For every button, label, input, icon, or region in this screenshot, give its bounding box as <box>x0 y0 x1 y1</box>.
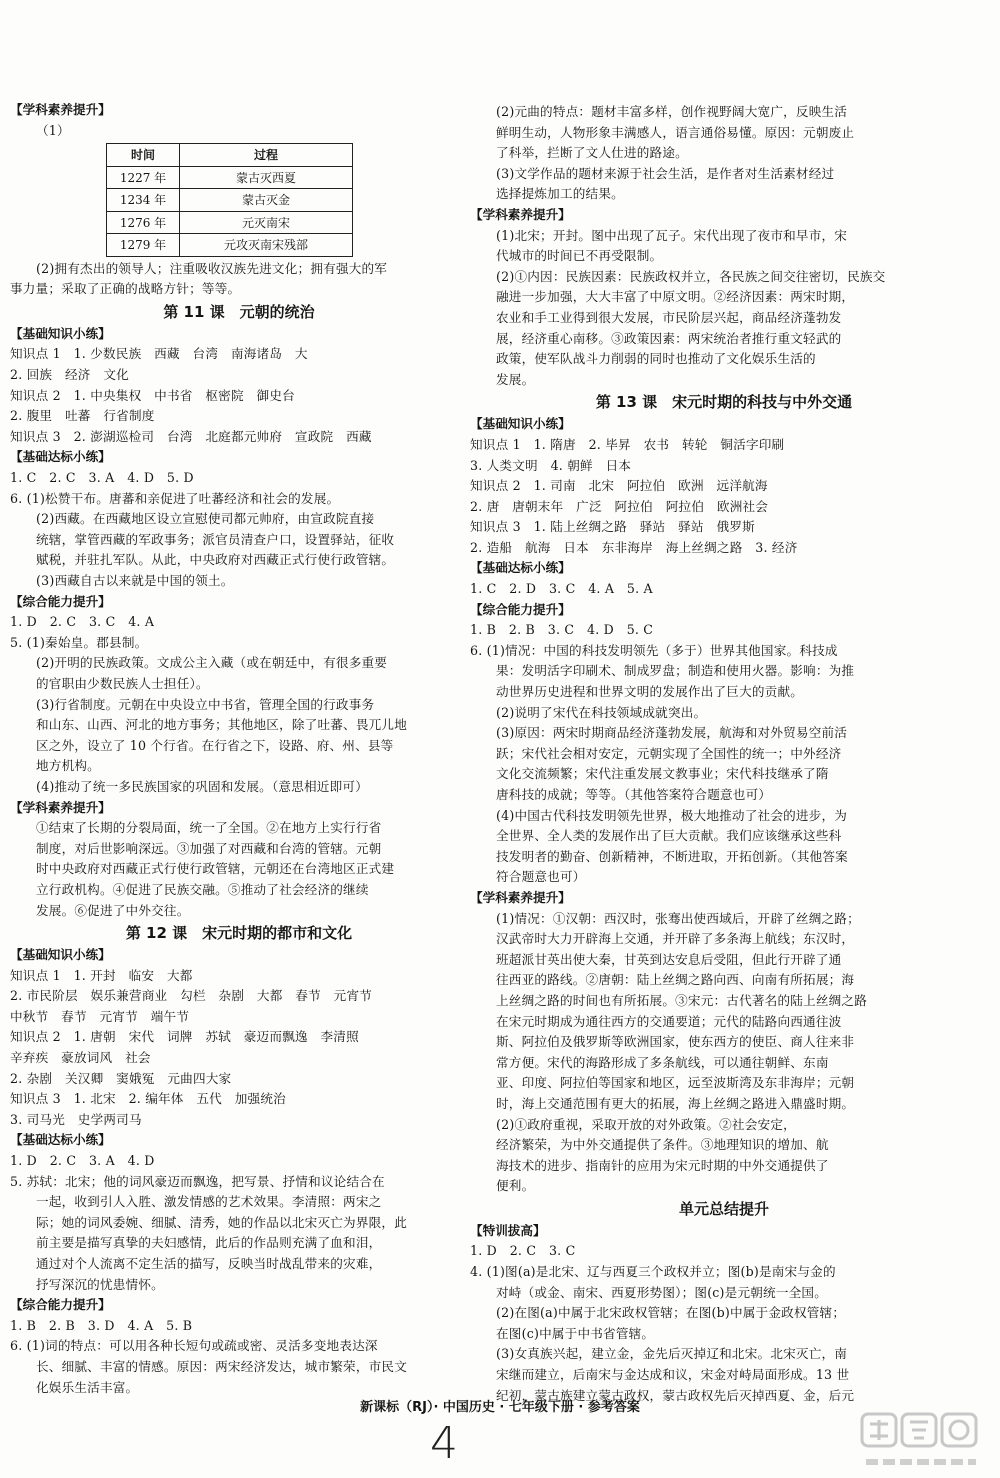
table-cell: 元攻灭南宋残部 <box>180 234 353 257</box>
table-row <box>107 211 353 234</box>
section-heading: 【基础知识小练】 <box>10 325 111 341</box>
answer-line: 1. D 2. C 3. C <box>470 1243 576 1259</box>
section-heading: 【综合能力提升】 <box>10 593 111 609</box>
answer-line: (3)文学作品的题材来源于社会生活，是作者对生活素材经过 <box>496 165 835 181</box>
answer-line: 2. 唐 唐朝末年 广泛 阿拉伯 阿拉伯 欧洲社会 <box>470 498 769 514</box>
answer-line: 化娱乐生活丰富。 <box>36 1379 139 1395</box>
table-cell: 1279 年 <box>107 234 180 257</box>
answer-line: 辛弃疾 豪放词风 社会 <box>10 1050 151 1066</box>
section-heading: 【基础知识小练】 <box>10 947 111 963</box>
answer-line: 时中央政府对西藏正式行使行政管辖，元朝还在台湾地区正式建 <box>36 861 395 877</box>
answer-line: 技发明者的勤奋、创新精神，不断进取，开拓创新。（其他答案 <box>496 848 848 864</box>
section-heading: 【基础达标小练】 <box>10 1132 111 1148</box>
answer-line: 跃；宋代社会相对安定，元朝实现了全国性的统一；中外经济 <box>496 745 842 761</box>
answer-line: 1. B 2. B 3. D 4. A 5. B <box>10 1317 193 1333</box>
answer-line: 4. (1)图(a)是北宋、辽与西夏三个政权并立；图(b)是南宋与金的 <box>470 1264 836 1280</box>
answer-line: 统辖，掌管西藏的军政事务；派官员清查户口，设置驿站，征收 <box>36 531 395 547</box>
table-cell: 1227 年 <box>107 166 180 189</box>
left-column <box>10 100 468 1398</box>
answer-line: 一起，收到引人入胜、激发情感的艺术效果。李清照：两宋之 <box>36 1194 382 1210</box>
table-row <box>107 234 353 257</box>
answer-line: (2)说明了宋代在科技领域成就突出。 <box>496 704 707 720</box>
answer-line: 代城市的时间已不再受限制。 <box>496 248 663 264</box>
right-column <box>470 102 978 1406</box>
answer-line: 制度，对后世影响深远。③加强了对西藏和台湾的管辖。元朝 <box>36 840 382 856</box>
answer-line: (2)①内因：民族因素：民族政权并立，各民族之间交往密切，民族交 <box>496 268 886 284</box>
answer-line: 际；她的词风委婉、细腻、清秀，她的作品以北宋灭亡为界限，此 <box>36 1214 408 1230</box>
answer-line: 3. 人类文明 4. 朝鲜 日本 <box>470 457 632 473</box>
answer-line: (3)女真族兴起，建立金，金先后灭掉辽和北宋。北宋灭亡，南 <box>496 1346 848 1362</box>
answer-line: 区之外，设立了 10 个行省。在行省之下，设路、府、州、县等 <box>36 737 394 753</box>
answer-line: 在宋元时期成为通往西方的交通要道；元代的陆路向西通往波 <box>496 1013 842 1029</box>
answer-line: (3)原因：两宋时期商品经济蓬勃发展，航海和对外贸易空前活 <box>496 725 848 741</box>
answer-line: 发展。⑥促进了中外交往。 <box>36 902 190 918</box>
table-header-row <box>107 144 353 167</box>
answer-line: 果：发明活字印刷术、制成罗盘；制造和使用火器。影响：为推 <box>496 663 855 679</box>
answer-line: 海技术的进步、指南针的应用为宋元时期的中外交通提供了 <box>496 1157 829 1173</box>
answer-line: 展，经济重心南移。③政策因素：两宋统治者推行重文轻武的 <box>496 330 842 346</box>
section-heading: 【综合能力提升】 <box>470 601 571 617</box>
section-heading: 【学科素养提升】 <box>470 206 571 222</box>
lesson-title: 第 11 课 元朝的统治 <box>163 302 315 321</box>
answer-line: 农业和手工业得到很大发展，市民阶层兴起，商品经济蓬勃发 <box>496 309 842 325</box>
answer-line: 1. D 2. C 3. C 4. A <box>10 614 155 630</box>
answer-line: 中秋节 春节 元宵节 端午节 <box>10 1008 190 1024</box>
answer-line: （1） <box>36 122 70 138</box>
section-heading: 【学科素养提升】 <box>10 102 111 117</box>
answer-line: 唐科技的成就；等等。（其他答案符合题意也可） <box>496 787 772 802</box>
answer-line: 2. 杂剧 关汉卿 窦娥冤 元曲四大家 <box>10 1070 232 1086</box>
answer-line: 5. 苏轼：北宋；他的词风豪迈而飘逸，把写景、抒情和议论结合在 <box>10 1173 385 1189</box>
answer-line: 知识点 2 1. 唐朝 宋代 词牌 苏轼 豪迈而飘逸 李清照 <box>10 1029 359 1045</box>
lesson-title: 第 12 课 宋元时期的都市和文化 <box>125 924 353 943</box>
section-heading: 【学科素养提升】 <box>10 799 111 815</box>
answer-line: 3. 司马光 史学两司马 <box>10 1111 142 1127</box>
answer-line: 知识点 2 1. 司南 北宋 阿拉伯 欧洲 远洋航海 <box>470 478 768 494</box>
answer-line: 抒写深沉的忧患情怀。 <box>36 1276 164 1292</box>
answer-line: 政策，使军队战斗力削弱的同时也推动了文化娱乐生活的 <box>496 351 816 367</box>
answer-line: 6. (1)松赞干布。唐蕃和亲促进了吐蕃经济和社会的发展。 <box>10 490 340 506</box>
answer-line: 文化交流频繁；宋代注重发展文教事业；宋代科技继承了隋 <box>496 766 829 782</box>
answer-line: 上丝绸之路的时间也有所拓展。③宋元：古代著名的陆上丝绸之路 <box>496 992 868 1008</box>
answer-line: 通过对个人流离不定生活的描写，反映当时战乱带来的灾难， <box>36 1256 382 1271</box>
answer-line: (2)①政府重视，采取开放的对外政策。②社会安定， <box>496 1116 796 1132</box>
answer-line: (2)拥有杰出的领导人；注重吸收汉族先进文化；拥有强大的军 <box>36 260 388 276</box>
answer-line: (3)西藏自古以来就是中国的领土。 <box>36 573 234 588</box>
answer-line: 2. 造船 航海 日本 东非海岸 海上丝绸之路 3. 经济 <box>470 539 798 555</box>
answer-line: 2. 回族 经济 文化 <box>10 367 129 383</box>
answer-line: ①结束了长期的分裂局面，统一了全国。②在地方上实行行省 <box>36 820 382 836</box>
answer-line: (3)行省制度。元朝在中央设立中书省，管理全国的行政事务 <box>36 696 375 712</box>
answer-line: 全世界、全人类的发展作出了巨大贡献。我们应该继承这些科 <box>496 828 842 844</box>
answer-line: 知识点 1 1. 隋唐 2. 毕昇 农书 转轮 铜活字印刷 <box>470 436 785 452</box>
answer-line: 纪初，蒙古族建立蒙古政权，蒙古政权先后灭掉西夏、金，后元 <box>496 1387 855 1403</box>
answer-line: 在图(c)中属于中书省管辖。 <box>496 1325 655 1341</box>
answer-line: 1. B 2. B 3. C 4. D 5. C <box>470 622 654 638</box>
answer-line: 亚、印度、阿拉伯等国家和地区，远至波斯湾及东非海岸；元朝 <box>496 1075 855 1091</box>
answer-line: 2. 腹里 吐蕃 行省制度 <box>10 408 155 424</box>
answer-line: 宋继而建立，后南宋与金达成和议，宋金对峙局面形成。13 世 <box>496 1367 850 1383</box>
answer-line: (2)在图(a)中属于北宋政权管辖；在图(b)中属于金政权管辖； <box>496 1305 846 1321</box>
answer-line: 知识点 1 1. 少数民族 西藏 台湾 南海诸岛 大 <box>10 346 308 362</box>
table-cell: 元灭南宋 <box>180 211 353 234</box>
table-cell: 1276 年 <box>107 211 180 234</box>
answer-line: 知识点 3 1. 北宋 2. 编年体 五代 加强统治 <box>10 1091 286 1107</box>
answer-line: 对峙（或金、南宋、西夏形势图）；图(c)是元朝统一全国。 <box>496 1284 828 1300</box>
answer-line: 知识点 3 1. 陆上丝绸之路 驿站 驿站 俄罗斯 <box>470 519 755 535</box>
answer-line: 2. 市民阶层 娱乐兼营商业 勾栏 杂剧 大都 春节 元宵节 <box>10 988 373 1004</box>
section-heading: 【特训拔高】 <box>470 1222 546 1238</box>
answer-line: 事力量；采取了正确的战略方针；等等。 <box>10 281 241 297</box>
answer-line: 斯、阿拉伯及俄罗斯等欧洲国家，使东西方的使臣、商人往来非 <box>496 1034 855 1050</box>
table-cell: 1234 年 <box>107 189 180 212</box>
answer-line: 汉武帝时大力开辟海上交通，并开辟了多条海上航线；东汉时， <box>496 931 855 947</box>
section-heading: 【基础知识小练】 <box>470 416 571 432</box>
answer-line: 的官职由少数民族人士担任）。 <box>36 675 209 691</box>
answer-line: 知识点 1 1. 开封 临安 大都 <box>10 967 193 983</box>
answer-line: 时，海上交通范围有更大的拓展，海上丝绸之路进入鼎盛时期。 <box>496 1095 855 1111</box>
table-row <box>107 166 353 189</box>
answer-line: (4)中国古代科技发明领先世界，极大地推动了社会的进步，为 <box>496 807 848 823</box>
answer-line: 6. (1)情况：中国的科技发明领先（多于）世界其他国家。科技成 <box>470 642 838 658</box>
answer-line: (2)西藏。在西藏地区设立宣慰使司都元帅府，由宣政院直接 <box>36 511 375 527</box>
answer-line: 便利。 <box>496 1178 535 1194</box>
answer-line: (4)推动了统一多民族国家的巩固和发展。（意思相近即可） <box>36 778 368 794</box>
table-header-cell: 过程 <box>180 144 353 167</box>
watermark-logo <box>860 1410 990 1472</box>
answer-line: 鲜明生动，人物形象丰满感人，语言通俗易懂。原因：元朝废止 <box>496 124 855 140</box>
answer-line: 符合题意也可） <box>496 869 586 885</box>
answer-line: 动世界历史进程和世界文明的发展作出了巨大的贡献。 <box>496 684 804 700</box>
section-heading: 【学科素养提升】 <box>470 889 571 905</box>
answer-line: (2)开明的民族政策。文成公主入藏（或在朝廷中，有很多重要 <box>36 655 388 671</box>
page-number: 4 <box>430 1418 458 1469</box>
section-heading: 【基础达标小练】 <box>470 560 571 576</box>
lesson-title: 单元总结提升 <box>678 1199 769 1218</box>
table-header-cell: 时间 <box>107 144 180 167</box>
answer-line: (1)北宋；开封。图中出现了瓦子。宋代出现了夜市和早市，宋 <box>496 227 848 243</box>
table-cell: 蒙古灭金 <box>180 189 353 212</box>
answer-line: 班超派甘英出使大秦，甘英到达安息后受阻，但此行开辟了通 <box>496 951 842 967</box>
answer-line: 知识点 2 1. 中央集权 中书省 枢密院 御史台 <box>10 387 295 403</box>
answer-line: 发展。 <box>496 371 535 387</box>
page-footer: 新课标（RJ）· 中国历史 · 七年级下册 · 参考答案 <box>360 1400 640 1415</box>
answer-line: 6. (1)词的特点：可以用各种长短句或疏或密、灵活多变地表达深 <box>10 1338 378 1354</box>
answer-line: 融进一步加强，大大丰富了中原文明。②经济因素：两宋时期， <box>496 289 855 305</box>
answer-line: 长、细腻、丰富的情感。原因：两宋经济发达，城市繁荣，市民文 <box>36 1358 408 1374</box>
answer-line: 常方便。宋代的海路形成了多条航线，可以通往朝鲜、东南 <box>496 1054 829 1070</box>
answer-line: 往西亚的路线。②唐朝：陆上丝绸之路向西、向南有所拓展；海 <box>496 972 855 988</box>
answer-line: 前主要是描写真挚的夫妇感情，此后的作品则充满了血和泪， <box>36 1235 382 1251</box>
answer-line: 经济繁荣，为中外交通提供了条件。③地理知识的增加、航 <box>496 1137 829 1153</box>
answer-line: 1. D 2. C 3. A 4. D <box>10 1153 155 1169</box>
answer-line: 1. C 2. C 3. A 4. D 5. D <box>10 470 194 486</box>
section-heading: 【基础达标小练】 <box>10 449 111 465</box>
answer-line: (2)元曲的特点：题材丰富多样，创作视野阔大宽广，反映生活 <box>496 104 848 119</box>
answer-line: 知识点 3 2. 澎湖巡检司 台湾 北庭都元帅府 宣政院 西藏 <box>10 428 372 444</box>
answer-line: 选择提炼加工的结果。 <box>496 186 624 202</box>
lesson-title: 第 13 课 宋元时期的科技与中外交通 <box>595 393 853 412</box>
answer-line: 立行政机构。④促进了民族交融。⑤推动了社会经济的继续 <box>36 881 369 897</box>
answer-line: 5. (1)秦始皇。郡县制。 <box>10 634 148 650</box>
table-row <box>107 189 353 212</box>
section-heading: 【综合能力提升】 <box>10 1297 111 1313</box>
timeline-table <box>106 143 353 257</box>
answer-line: 赋税，并驻扎军队。从此，中央政府对西藏正式行使行政管辖。 <box>36 552 395 568</box>
answer-line: 和山东、山西、河北的地方事务；其他地区，除了吐蕃、畏兀儿地 <box>36 717 408 733</box>
table-cell: 蒙古灭西夏 <box>180 166 353 189</box>
answer-line: 1. C 2. D 3. C 4. A 5. A <box>470 581 653 597</box>
answer-line: 了科举，拦断了文人仕进的路途。 <box>496 145 688 161</box>
answer-line: 地方机构。 <box>36 758 100 774</box>
answer-line: (1)情况：①汉朝：西汉时，张骞出使西域后，开辟了丝绸之路； <box>496 910 860 926</box>
